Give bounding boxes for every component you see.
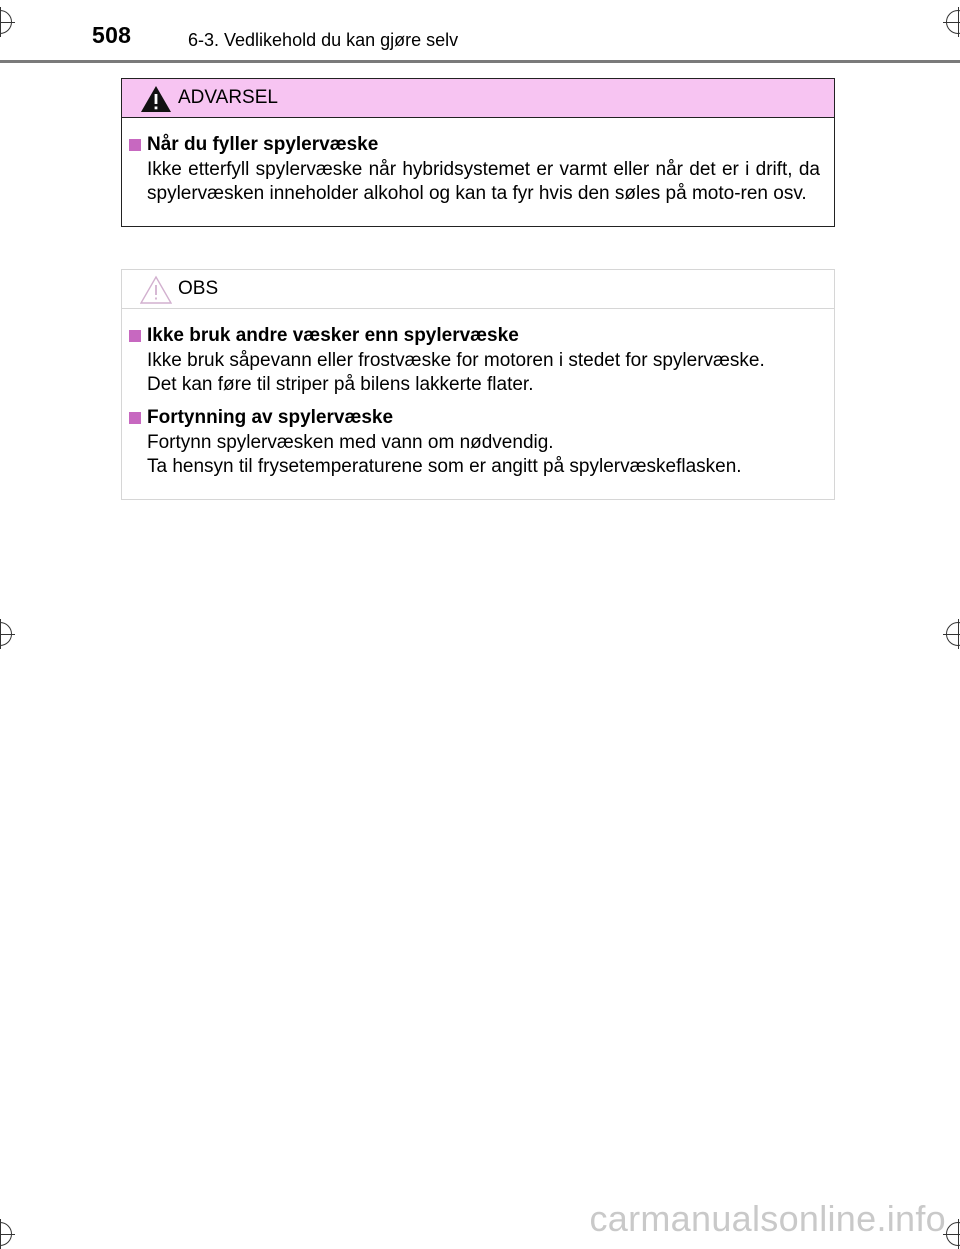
warning-item-paragraph: Ikke etterfyll spylervæske når hybridsystemet er varmt eller når det er i drift, da spylervæsken inneholder alkohol og kan ta fyr hvis den søles på moto-ren osv. xyxy=(147,159,820,204)
warning-item-title-text: Når du fyller spylervæske xyxy=(147,134,379,155)
caution-item-title xyxy=(129,405,820,431)
caution-item-text xyxy=(129,349,820,397)
caution-item-title xyxy=(129,323,820,349)
caution-item xyxy=(129,405,820,479)
caution-item xyxy=(129,323,820,397)
warning-item xyxy=(129,132,820,206)
warning-triangle-icon xyxy=(140,84,172,114)
caution-item-text xyxy=(129,431,820,479)
caution-label: OBS xyxy=(178,278,219,299)
warning-box-header xyxy=(122,79,834,118)
warning-item-text xyxy=(129,158,820,206)
caution-item-title-text: Ikke bruk andre væsker enn spylervæske xyxy=(147,325,519,346)
header-rule xyxy=(0,60,960,63)
caution-item-line: Ikke bruk såpevann eller frostvæske for motoren i stedet for spylervæske. xyxy=(147,350,765,371)
caution-box xyxy=(121,269,835,500)
caution-triangle-icon xyxy=(140,275,172,305)
caution-item-line: Fortynn spylervæsken med vann om nødvendig. xyxy=(147,432,554,453)
section-title: 6-3. Vedlikehold du kan gjøre selv xyxy=(188,30,459,50)
watermark: carmanualsonline.info xyxy=(589,1198,946,1239)
page-number: 508 xyxy=(92,22,132,48)
warning-label: ADVARSEL xyxy=(178,87,278,108)
caution-box-body xyxy=(122,309,834,499)
caution-item-title-text: Fortynning av spylervæske xyxy=(147,407,394,428)
square-bullet-icon xyxy=(129,330,141,342)
caution-item-line: Ta hensyn til frysetemperaturene som er angitt på spylervæskeflasken. xyxy=(147,456,742,477)
caution-item-line: Det kan føre til striper på bilens lakkerte flater. xyxy=(147,374,534,395)
square-bullet-icon xyxy=(129,412,141,424)
square-bullet-icon xyxy=(129,139,141,151)
warning-item-title xyxy=(129,132,820,158)
warning-box-body xyxy=(122,118,834,226)
warning-box xyxy=(121,78,835,227)
caution-box-header xyxy=(122,270,834,309)
